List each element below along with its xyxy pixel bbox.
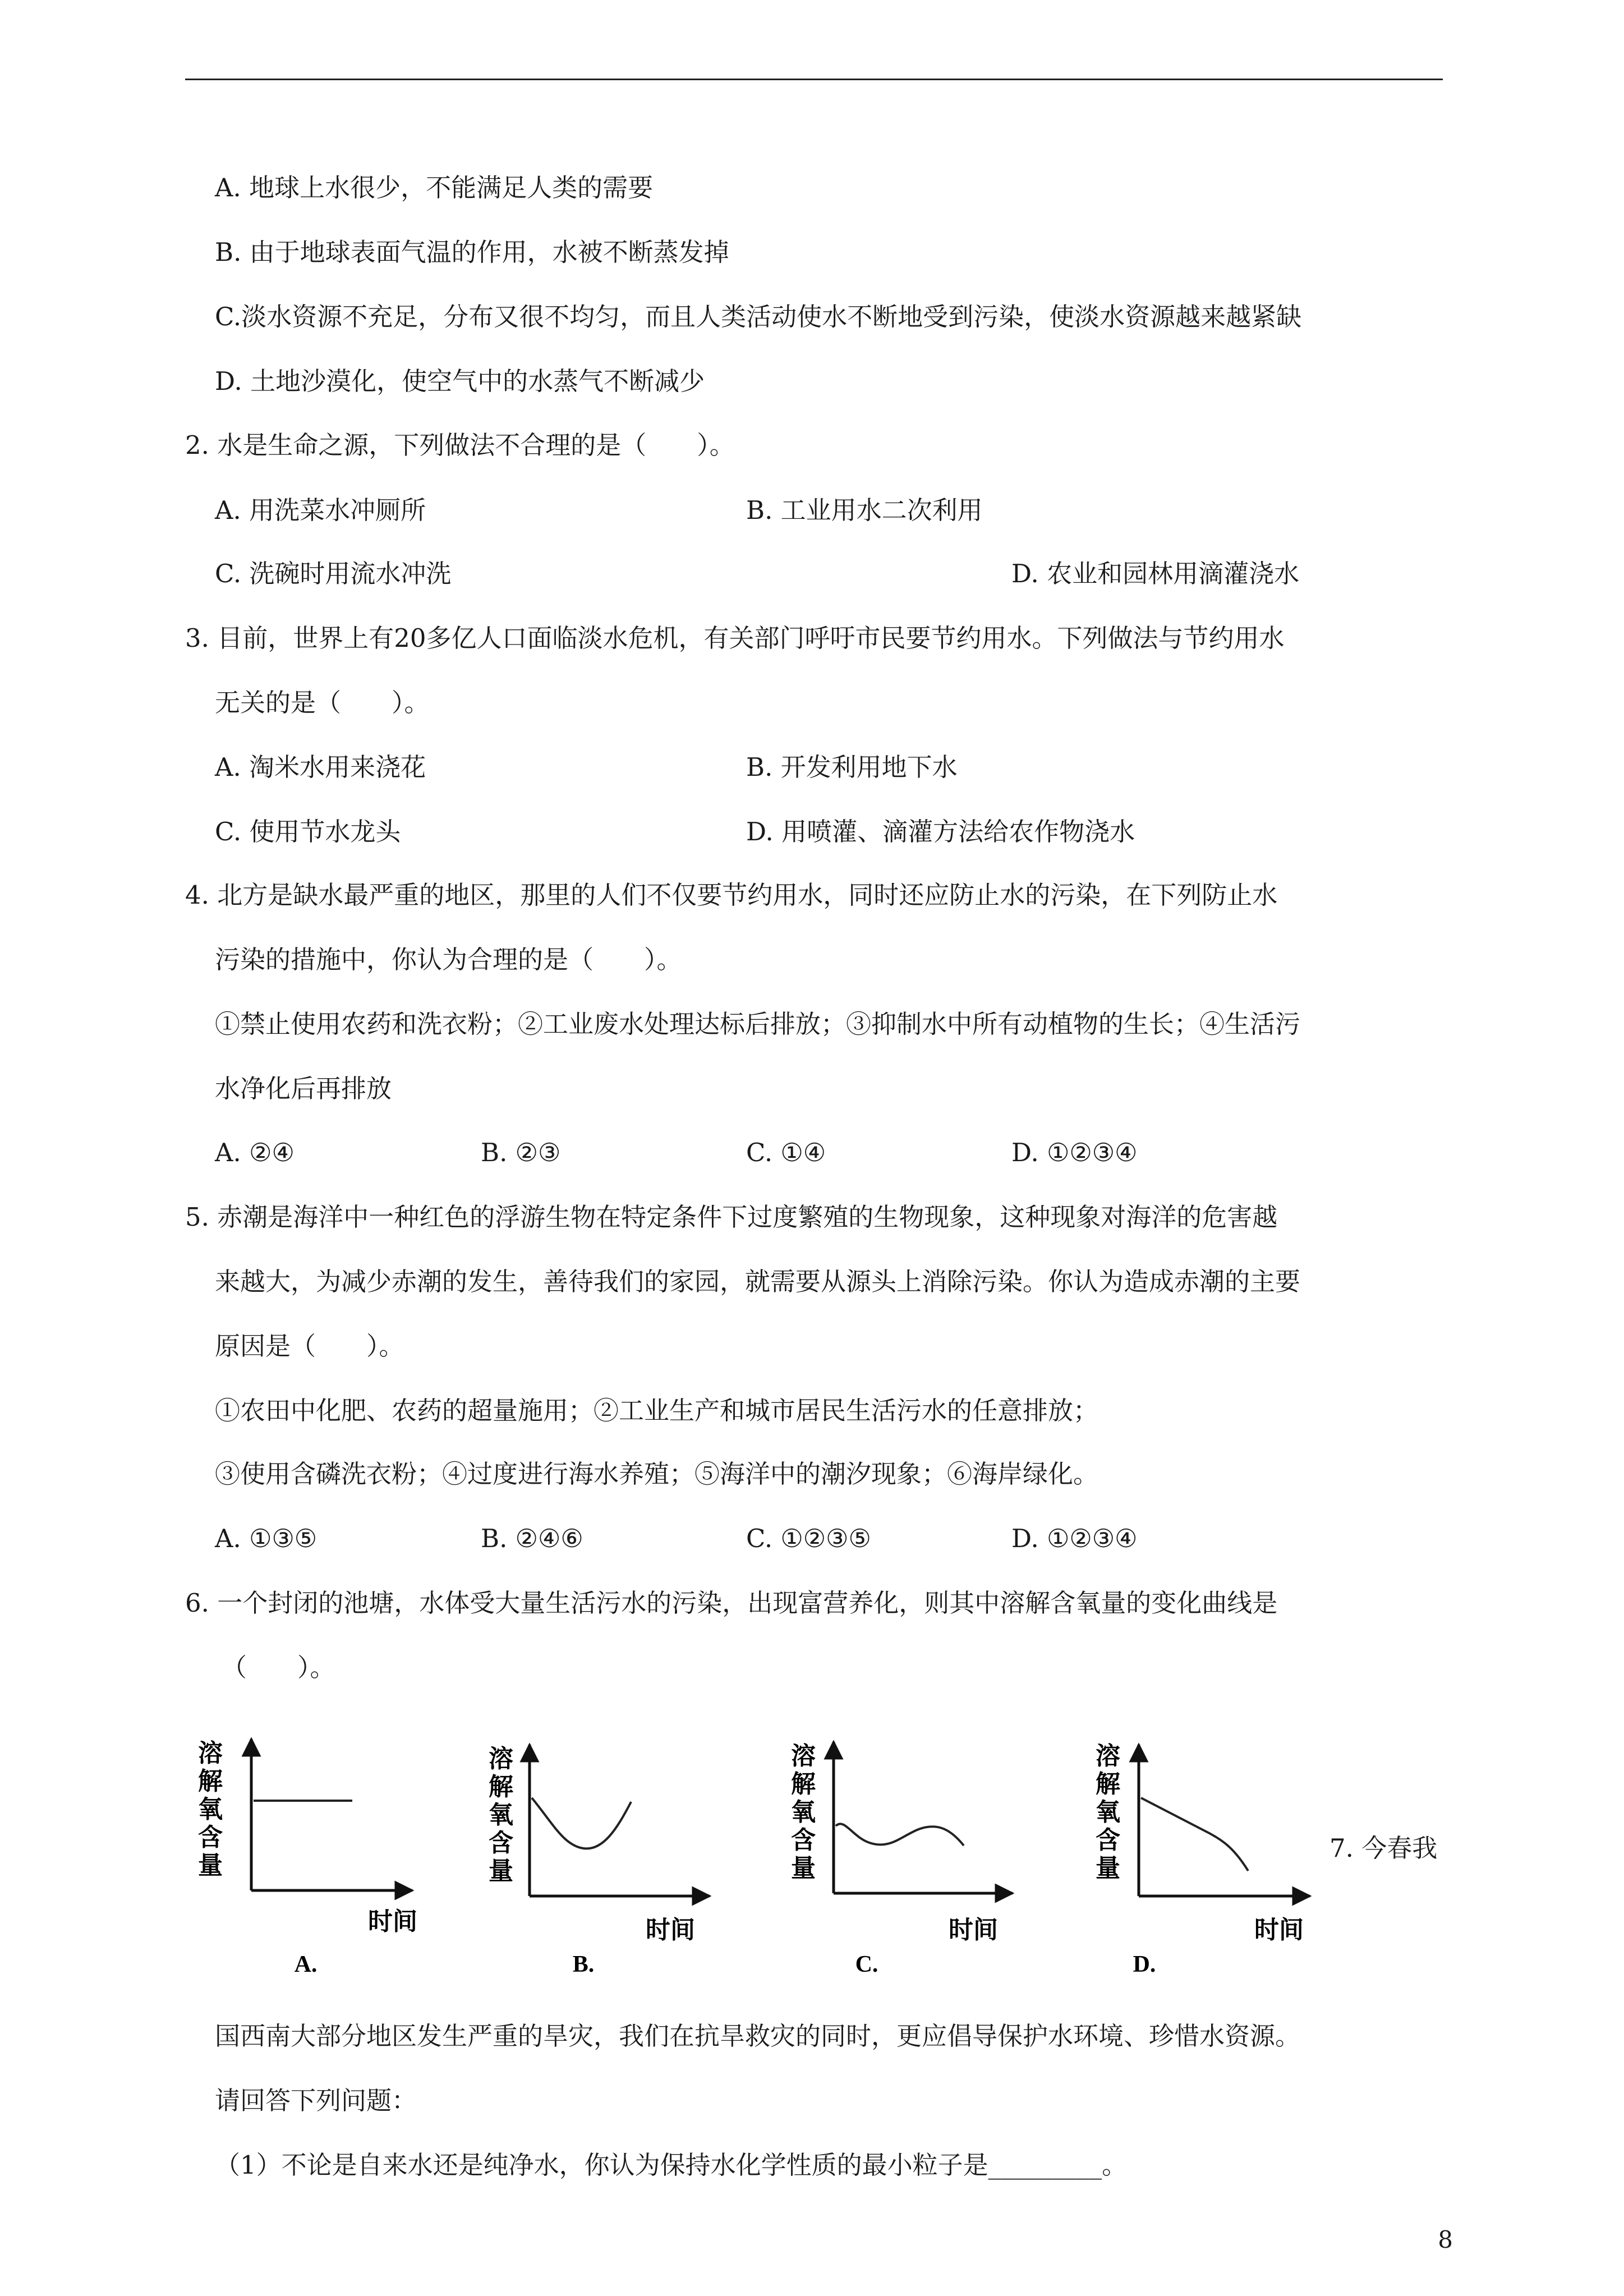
graph-b-xlabel: 时间 bbox=[646, 1916, 695, 1944]
graph-d-label: D. bbox=[1133, 1952, 1156, 1977]
q7-sub1: （1）不论是自来水还是纯净水，你认为保持水化学性质的最小粒子是_________。 bbox=[215, 2150, 1128, 2180]
q2-option-d: D. 农业和园林用滴灌浇水 bbox=[1011, 559, 1300, 588]
q5-option-a: A. ①③⑤ bbox=[215, 1524, 318, 1553]
q1-option-c: C.淡水资源不充足，分布又很不均匀，而且人类活动使水不断地受到污染，使淡水资源越来越紧缺 bbox=[215, 302, 1302, 332]
graph-a bbox=[198, 1739, 417, 1977]
q2-option-b: B. 工业用水二次利用 bbox=[746, 495, 983, 525]
q5-items-line2: ③使用含磷洗衣粉；④过度进行海水养殖；⑤海洋中的潮汐现象；⑥海岸绿化。 bbox=[215, 1459, 1099, 1489]
graph-d-ylabel-1: 溶 bbox=[1096, 1742, 1120, 1770]
graph-d-ylabel-3: 氧 bbox=[1096, 1798, 1120, 1826]
header-rule bbox=[185, 79, 1443, 80]
graph-a-ylabel-4: 含 bbox=[198, 1823, 223, 1852]
graph-c-ylabel-4: 含 bbox=[791, 1826, 816, 1855]
q3-option-c: C. 使用节水龙头 bbox=[215, 817, 401, 846]
q5-stem-line3: 原因是（ ）。 bbox=[215, 1331, 404, 1361]
graph-c-curve bbox=[836, 1824, 964, 1846]
graph-b-ylabel-1: 溶 bbox=[489, 1745, 513, 1773]
graph-c-label: C. bbox=[855, 1952, 878, 1977]
q4-option-a: A. ②④ bbox=[215, 1138, 295, 1167]
graph-c-xlabel: 时间 bbox=[949, 1916, 998, 1944]
q5-stem-line2: 来越大，为减少赤潮的发生，善待我们的家园，就需要从源头上消除污染。你认为造成赤潮的主要 bbox=[215, 1267, 1301, 1296]
q1-option-a: A. 地球上水很少，不能满足人类的需要 bbox=[215, 173, 654, 203]
q7-line2: 国西南大部分地区发生严重的旱灾，我们在抗旱救灾的同时，更应倡导保护水环境、珍惜水资源。 bbox=[215, 2021, 1301, 2051]
graph-a-label: A. bbox=[294, 1952, 318, 1977]
q5-option-b: B. ②④⑥ bbox=[481, 1524, 583, 1553]
q1-option-b: B. 由于地球表面气温的作用，水被不断蒸发掉 bbox=[215, 237, 729, 267]
graph-a-ylabel-2: 解 bbox=[198, 1767, 223, 1796]
graph-d-ylabel-4: 含 bbox=[1096, 1826, 1120, 1855]
q2-option-a: A. 用洗菜水冲厕所 bbox=[215, 495, 426, 525]
graph-a-ylabel-5: 量 bbox=[198, 1851, 223, 1880]
q7-line3: 请回答下列问题： bbox=[215, 2086, 417, 2115]
graph-a-ylabel-1: 溶 bbox=[198, 1739, 223, 1768]
q4-option-b: B. ②③ bbox=[481, 1138, 561, 1167]
graph-b-ylabel-2: 解 bbox=[489, 1773, 513, 1801]
q3-stem-line1: 3. 目前，世界上有20多亿人口面临淡水危机，有关部门呼吁市民要节约用水。下列做法与节约用水 bbox=[185, 623, 1285, 653]
graph-b bbox=[489, 1745, 710, 1977]
q3-stem-line2: 无关的是（ ）。 bbox=[215, 688, 430, 717]
graph-c-ylabel-1: 溶 bbox=[791, 1742, 816, 1770]
q5-option-c: C. ①②③⑤ bbox=[746, 1524, 871, 1553]
graph-b-ylabel-4: 含 bbox=[489, 1829, 513, 1857]
page-number: 8 bbox=[1438, 2226, 1453, 2253]
q2-option-c: C. 洗碗时用流水冲洗 bbox=[215, 559, 452, 588]
graph-c-ylabel-2: 解 bbox=[791, 1770, 816, 1798]
q4-items-line1: ①禁止使用农药和洗衣粉；②工业废水处理达标后排放；③抑制水中所有动植物的生长；④生活污 bbox=[215, 1009, 1301, 1039]
q5-stem-line1: 5. 赤潮是海洋中一种红色的浮游生物在特定条件下过度繁殖的生物现象，这种现象对海洋的危害越 bbox=[185, 1202, 1278, 1232]
q6-stem-line1: 6. 一个封闭的池塘，水体受大量生活污水的污染，出现富营养化，则其中溶解含氧量的变化曲线是 bbox=[185, 1588, 1278, 1618]
q4-option-d: D. ①②③④ bbox=[1011, 1138, 1138, 1167]
graph-d-ylabel-5: 量 bbox=[1096, 1854, 1120, 1883]
graph-d-ylabel-2: 解 bbox=[1096, 1770, 1120, 1798]
q5-items-line1: ①农田中化肥、农药的超量施用；②工业生产和城市居民生活污水的任意排放； bbox=[215, 1396, 1099, 1425]
q4-items-line2: 水净化后再排放 bbox=[215, 1074, 392, 1103]
q5-option-d: D. ①②③④ bbox=[1011, 1524, 1138, 1553]
graph-b-curve bbox=[532, 1798, 631, 1848]
graph-a-ylabel-3: 氧 bbox=[198, 1795, 223, 1824]
graph-b-label: B. bbox=[572, 1952, 595, 1977]
q1-option-d: D. 土地沙漠化，使空气中的水蒸气不断减少 bbox=[215, 366, 705, 396]
q7-start: 7. 今春我 bbox=[1329, 1833, 1438, 1863]
graph-b-ylabel-5: 量 bbox=[489, 1857, 513, 1885]
q3-option-a: A. 淘米水用来浇花 bbox=[215, 752, 426, 782]
graph-c-ylabel-5: 量 bbox=[791, 1854, 816, 1883]
graph-a-xlabel: 时间 bbox=[368, 1907, 417, 1936]
q4-stem-line1: 4. 北方是缺水最严重的地区，那里的人们不仅要节约用水，同时还应防止水的污染，在下列防止水 bbox=[185, 880, 1278, 910]
q6-stem-line2: （ ）。 bbox=[222, 1653, 335, 1682]
graph-d-curve bbox=[1141, 1798, 1248, 1871]
q3-option-b: B. 开发利用地下水 bbox=[746, 752, 958, 782]
graph-c bbox=[791, 1742, 1013, 1977]
graph-d-xlabel: 时间 bbox=[1254, 1916, 1304, 1944]
graph-c-ylabel-3: 氧 bbox=[791, 1798, 816, 1826]
graph-b-ylabel-3: 氧 bbox=[489, 1801, 513, 1829]
graph-d bbox=[1096, 1742, 1310, 1977]
q2-stem: 2. 水是生命之源，下列做法不合理的是（ ）。 bbox=[185, 430, 735, 460]
q4-stem-line2: 污染的措施中，你认为合理的是（ ）。 bbox=[215, 945, 682, 974]
q4-option-c: C. ①④ bbox=[746, 1138, 826, 1167]
q3-option-d: D. 用喷灌、滴灌方法给农作物浇水 bbox=[746, 817, 1135, 846]
